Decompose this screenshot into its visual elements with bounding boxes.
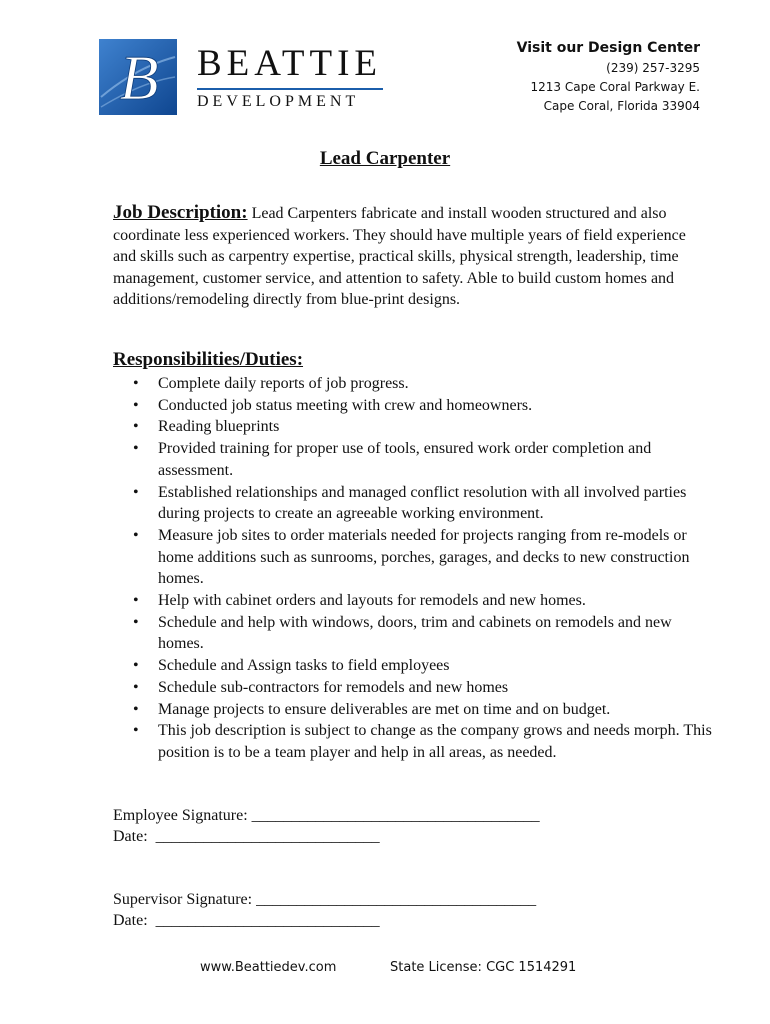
duty-item bbox=[113, 677, 713, 699]
duty-item bbox=[113, 373, 713, 395]
duty-text: Conducted job status meeting with crew and homeowners. bbox=[158, 396, 533, 414]
logo-initial: B bbox=[119, 42, 159, 113]
address-line-2: Cape Coral, Florida 33904 bbox=[543, 99, 700, 113]
brand-name: BEATTIE bbox=[197, 43, 383, 84]
duty-text: Help with cabinet orders and layouts for remodels and new homes. bbox=[158, 592, 586, 610]
page-title: Lead Carpenter bbox=[319, 148, 451, 169]
bullet-icon: • bbox=[133, 613, 139, 631]
duty-item bbox=[113, 720, 713, 763]
design-center-heading: Visit our Design Center bbox=[516, 40, 700, 56]
duties-list bbox=[113, 373, 713, 764]
bullet-icon: • bbox=[133, 700, 139, 718]
logo-divider bbox=[197, 88, 383, 90]
footer-website: www.Beattiedev.com bbox=[200, 960, 337, 975]
bullet-icon: • bbox=[133, 483, 139, 501]
duty-text: Schedule and help with windows, doors, trim and cabinets on remodels and new homes. bbox=[158, 613, 672, 653]
bullet-icon: • bbox=[133, 418, 139, 436]
company-logo bbox=[97, 37, 387, 119]
supervisor-date-line: Date: ____________________________ bbox=[113, 912, 380, 929]
footer-license: State License: CGC 1514291 bbox=[390, 960, 577, 975]
duty-text: Schedule and Assign tasks to field employees bbox=[158, 657, 450, 675]
duty-text: Provided training for proper use of tools, ensured work order completion and assessment. bbox=[158, 440, 652, 479]
duty-item bbox=[113, 612, 713, 655]
duty-item bbox=[113, 438, 713, 481]
duty-item bbox=[113, 395, 713, 417]
logo-emblem bbox=[97, 37, 179, 117]
bullet-icon: • bbox=[133, 396, 139, 414]
duty-text: Measure job sites to order materials needed for projects ranging from re-models or home additions such as sunrooms, porches, garages, and decks to new construction homes. bbox=[158, 526, 690, 588]
brand-subtitle: DEVELOPMENT bbox=[197, 93, 360, 110]
duty-text: This job description is subject to change as the company grows and needs morph. This position is to be a team player and help in all areas, as needed. bbox=[158, 722, 712, 761]
employee-signature-line: Employee Signature: ____________________________________ bbox=[113, 807, 540, 824]
job-description-label: Job Description: bbox=[113, 202, 248, 223]
duty-text: Manage projects to ensure deliverables are met on time and on budget. bbox=[158, 700, 611, 718]
supervisor-signature-line: Supervisor Signature: ___________________________________ bbox=[113, 891, 537, 908]
duty-item bbox=[113, 590, 713, 612]
duty-item bbox=[113, 482, 713, 525]
duty-text: Reading blueprints bbox=[158, 418, 280, 436]
address-line-1: 1213 Cape Coral Parkway E. bbox=[530, 80, 700, 94]
duty-item bbox=[113, 655, 713, 677]
duty-text: Established relationships and managed conflict resolution with all involved parties during projects to create an agreeable working environment. bbox=[158, 483, 687, 523]
job-description-text: Lead Carpenters fabricate and install wooden structured and also coordinate less experienced workers. They should have multiple years of field experience and skills such as carpentry expertise, practical skills, physical strength, leadership, time management, customer service, and attention to safety. Able to build custom homes and additions/remodeling directly from blue-print designs. bbox=[113, 205, 686, 308]
bullet-icon: • bbox=[133, 375, 139, 392]
contact-block bbox=[517, 37, 700, 116]
duty-item bbox=[113, 699, 713, 721]
employee-date-line: Date: ____________________________ bbox=[113, 828, 380, 845]
bullet-icon: • bbox=[133, 678, 139, 696]
duty-text: Complete daily reports of job progress. bbox=[158, 375, 409, 392]
phone-number: (239) 257-3295 bbox=[606, 61, 700, 75]
bullet-icon: • bbox=[133, 526, 139, 544]
bullet-icon: • bbox=[133, 440, 139, 458]
job-description bbox=[113, 202, 705, 311]
responsibilities-heading: Responsibilities/Duties: bbox=[113, 349, 304, 370]
bullet-icon: • bbox=[133, 657, 139, 675]
bullet-icon: • bbox=[133, 722, 139, 740]
bullet-icon: • bbox=[133, 592, 139, 610]
duty-text: Schedule sub-contractors for remodels and new homes bbox=[158, 678, 509, 696]
duty-item bbox=[113, 416, 713, 438]
duty-item bbox=[113, 525, 713, 590]
